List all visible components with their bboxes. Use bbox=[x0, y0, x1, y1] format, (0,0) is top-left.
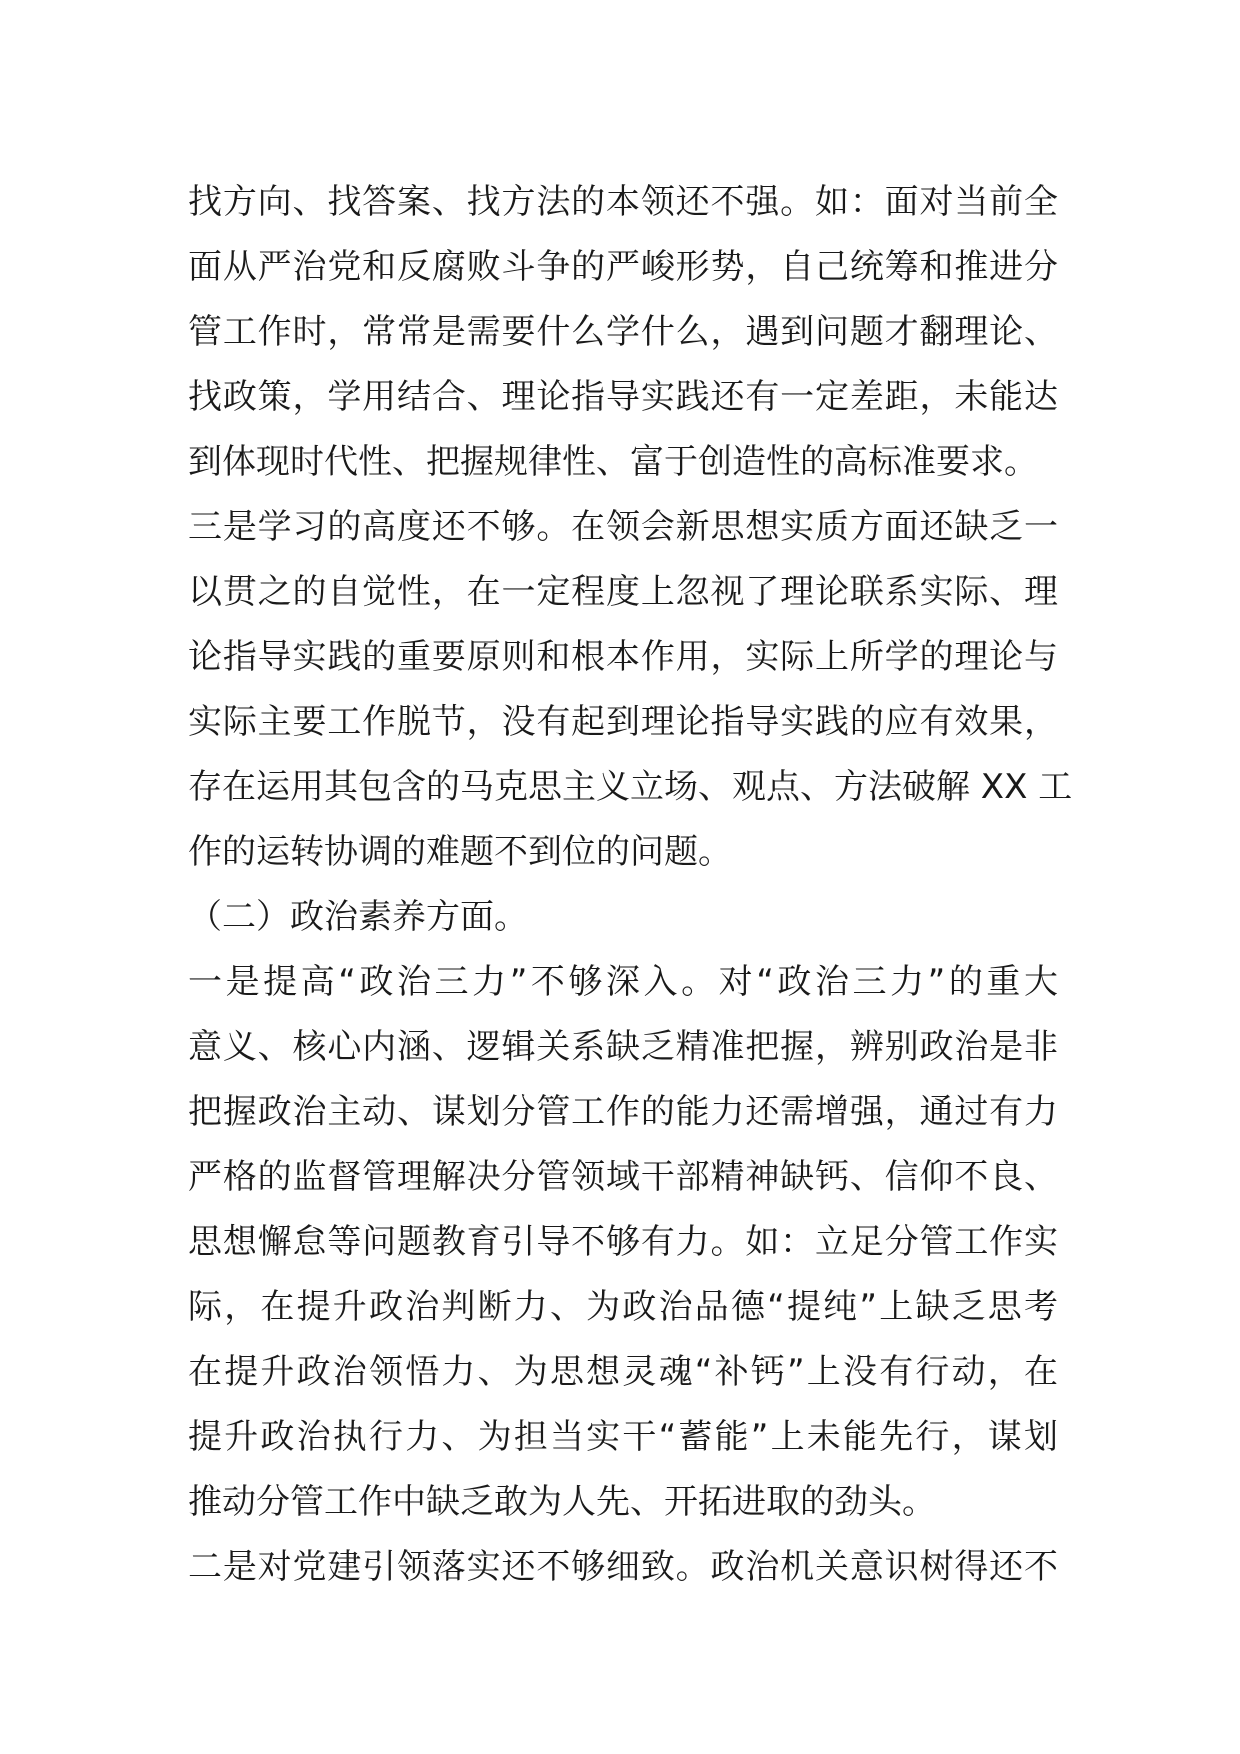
text-line: 三是学习的高度还不够。在领会新思想实质方面还缺乏一 bbox=[188, 507, 1058, 547]
text-line: 以贯之的自觉性，在一定程度上忽视了理论联系实际、理 bbox=[188, 572, 1058, 612]
text-line: 论指导实践的重要原则和根本作用，实际上所学的理论与 bbox=[188, 637, 1058, 677]
text-line: 严格的监督管理解决分管领域干部精神缺钙、信仰不良、 bbox=[188, 1157, 1058, 1197]
text-line: 到体现时代性、把握规律性、富于创造性的高标准要求。 bbox=[188, 442, 1038, 482]
text-line: 思想懈怠等问题教育引导不够有力。如：立足分管工作实 bbox=[188, 1222, 1058, 1262]
text-line: 面从严治党和反腐败斗争的严峻形势，自己统筹和推进分 bbox=[188, 247, 1058, 287]
text-line: 管工作时，常常是需要什么学什么，遇到问题才翻理论、 bbox=[188, 312, 1058, 352]
text-line: 实际主要工作脱节，没有起到理论指导实践的应有效果， bbox=[188, 702, 1058, 742]
text-line: 把握政治主动、谋划分管工作的能力还需增强，通过有力 bbox=[188, 1092, 1058, 1132]
text-line: 找方向、找答案、找方法的本领还不强。如：面对当前全 bbox=[188, 182, 1058, 222]
section-heading: （二）政治素养方面。 bbox=[188, 897, 528, 937]
text-line: 意义、核心内涵、逻辑关系缺乏精准把握，辨别政治是非 bbox=[188, 1027, 1058, 1067]
text-line: 在提升政治领悟力、为思想灵魂“补钙”上没有行动，在 bbox=[188, 1352, 1058, 1392]
body-text bbox=[188, 170, 1073, 1600]
text-line: 际，在提升政治判断力、为政治品德“提纯”上缺乏思考 bbox=[188, 1287, 1058, 1327]
text-line: 作的运转协调的难题不到位的问题。 bbox=[188, 832, 732, 872]
text-line: 推动分管工作中缺乏敢为人先、开拓进取的劲头。 bbox=[188, 1482, 936, 1522]
text-line: 二是对党建引领落实还不够细致。政治机关意识树得还不 bbox=[188, 1547, 1058, 1587]
text-line: 找政策，学用结合、理论指导实践还有一定差距，未能达 bbox=[188, 377, 1058, 417]
text-line: 提升政治执行力、为担当实干“蓄能”上未能先行，谋划 bbox=[188, 1417, 1058, 1457]
text-line: 一是提高“政治三力”不够深入。对“政治三力”的重大 bbox=[188, 962, 1058, 1002]
text-line: 存在运用其包含的马克思主义立场、观点、方法破解 XX 工 bbox=[188, 767, 1073, 807]
